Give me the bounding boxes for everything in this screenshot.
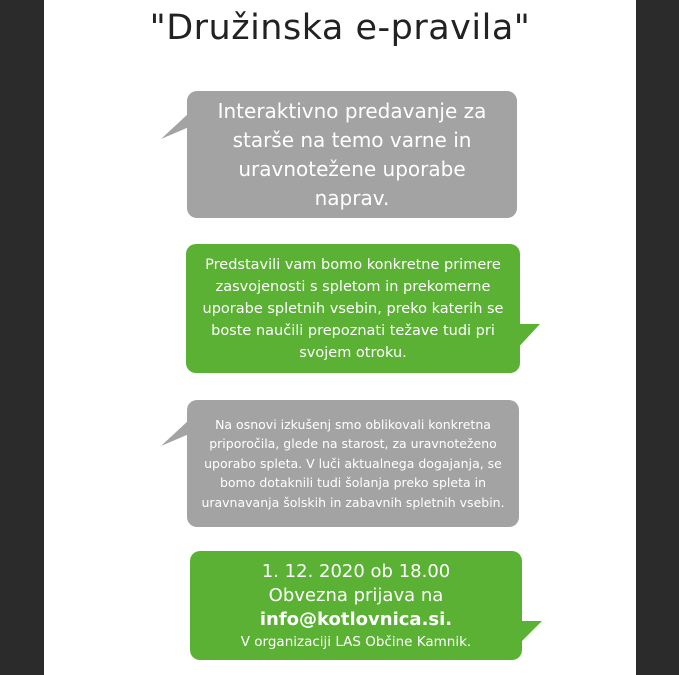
organizer-text: V organizaciji LAS Občine Kamnik.	[240, 633, 472, 650]
speech-bubble-intro	[187, 91, 517, 218]
recommendations-line-3: uporabo spleta. V luči aktualnega dogajanja, se	[204, 455, 502, 471]
left-frame-bar	[0, 0, 44, 675]
intro-line-1: Interaktivno predavanje za	[217, 98, 487, 123]
registration-text: Obvezna prijava na	[268, 584, 444, 606]
speech-bubble-recommendations	[187, 400, 519, 527]
description-line-3: uporabe spletnih vsebin, preko katerih se	[202, 300, 504, 317]
bubble-tail-right	[514, 324, 544, 354]
recommendations-line-5: uravnavanja šolskih in zabavnih spletnih vsebin.	[201, 494, 505, 510]
recommendations-line-2: priporočila, glede na starost, za uravnoteženo	[209, 436, 497, 452]
registration-email[interactable]: info@kotlovnica.si.	[259, 608, 453, 630]
event-date: 1. 12. 2020 ob 18.00	[261, 560, 451, 582]
speech-bubble-description	[186, 244, 520, 373]
intro-line-2: starše na temo varne in	[232, 127, 472, 152]
right-frame-bar	[636, 0, 679, 675]
bubble-tail-right	[516, 621, 546, 651]
speech-bubble-event-info	[190, 551, 522, 660]
description-line-5: svojem otroku.	[299, 344, 407, 361]
poster-title: "Družinska e-pravila"	[149, 8, 531, 48]
bubble-tail-left	[161, 420, 191, 448]
intro-line-4: naprav.	[314, 185, 390, 210]
intro-line-3: uravnotežene uporabe	[238, 156, 466, 181]
description-line-2: zasvojenosti s spletom in prekomerne	[215, 278, 491, 295]
bubble-tail-left	[161, 113, 191, 141]
description-line-4: boste naučili prepoznati težave tudi pri	[211, 322, 495, 339]
recommendations-line-4: bomo dotaknili tudi šolanja preko spleta in	[219, 475, 487, 491]
description-line-1: Predstavili vam bomo konkretne primere	[205, 256, 501, 273]
recommendations-line-1: Na osnovi izkušenj smo oblikovali konkretna	[215, 416, 491, 432]
